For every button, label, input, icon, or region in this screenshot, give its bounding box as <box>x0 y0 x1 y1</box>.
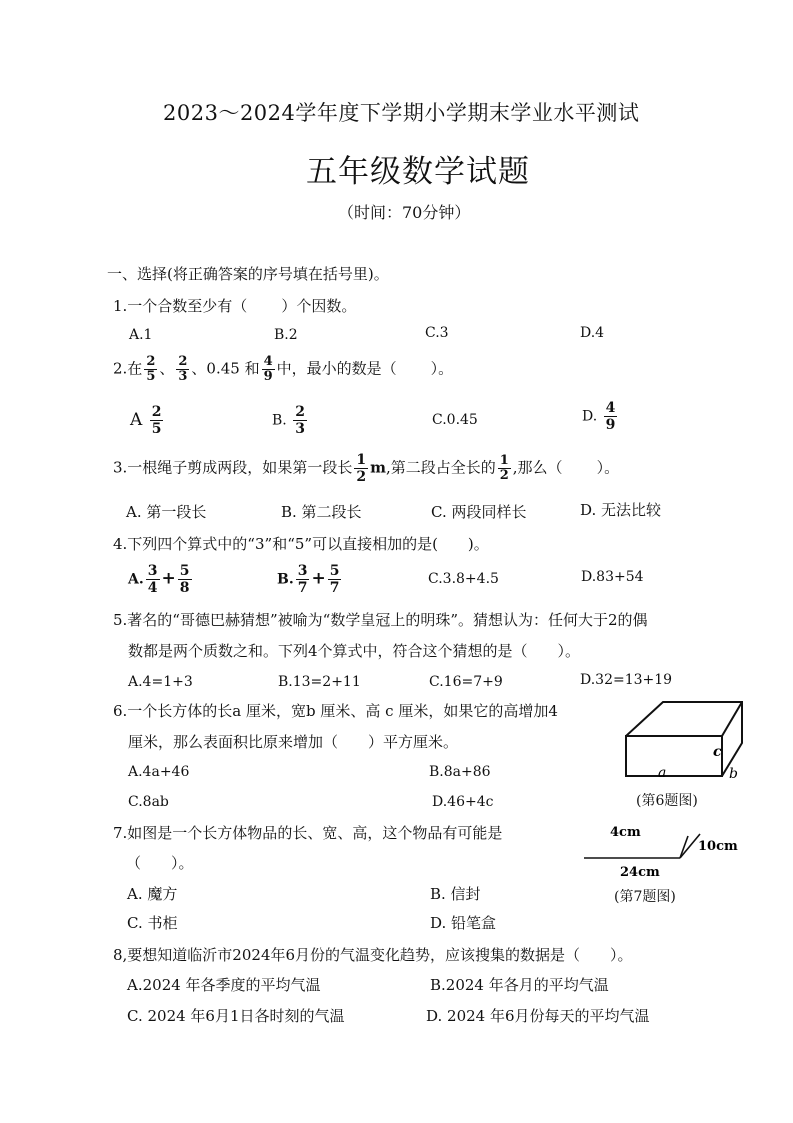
q7-option-b: B. 信封 <box>430 885 481 903</box>
q2-option-b: B. $\frac{2}{3}$ <box>272 404 305 437</box>
q8-option-c: C. 2024 年6月1日各时刻的气温 <box>127 1007 345 1025</box>
q6-option-c: C.8ab <box>128 794 169 810</box>
q1-option-d: D.4 <box>580 325 605 341</box>
question-5-line2: 数都是两个质数之和。下列4个算式中，符合这个猜想的是（ ）。 <box>128 642 581 660</box>
q3-option-b: B. 第二段长 <box>281 503 362 521</box>
q8-option-d: D. 2024 年6月份每天的平均气温 <box>426 1007 650 1025</box>
q6-option-b: B.8a+86 <box>429 764 491 780</box>
cuboid-label-a: a <box>658 765 667 781</box>
question-8: 8,要想知道临沂市2024年6月份的气温变化趋势，应该搜集的数据是（ ）。 <box>113 946 633 964</box>
q5-option-c: C.16=7+9 <box>429 674 503 690</box>
question-7-line1: 7.如图是一个长方体物品的长、宽、高，这个物品有可能是 <box>113 824 503 842</box>
question-5-line1: 5.著名的“哥德巴赫猜想”被喻为“数学皇冠上的明珠”。猜想认为：任何大于2的偶 <box>113 611 648 629</box>
fraction: $\frac{4}{9}$ <box>263 354 273 384</box>
q4-option-a: A. $\frac{3}{4}$ + $\frac{5}{8}$ <box>128 563 190 596</box>
fraction: $\frac{2}{3}$ <box>178 354 188 384</box>
q4-option-d: D.83+54 <box>581 569 644 585</box>
dimension-figure <box>580 818 750 886</box>
dimension-height: 4cm <box>610 825 641 840</box>
q1-option-c: C.3 <box>425 325 449 341</box>
dimension-width: 10cm <box>698 839 738 854</box>
q4-option-b: B. $\frac{3}{7}$ + $\frac{5}{7}$ <box>277 563 340 596</box>
q7-figure-caption: (第7题图) <box>614 889 676 905</box>
question-6-line2: 厘米，那么表面积比原来增加（ ）平方厘米。 <box>128 733 459 751</box>
q2-option-c: C.0.45 <box>432 412 478 428</box>
exam-time: （时间：70分钟） <box>338 203 471 222</box>
q7-option-a: A. 魔方 <box>127 885 178 903</box>
q2-option-a: A $\frac{2}{5}$ <box>130 404 162 437</box>
question-1: 1.一个合数至少有（ ）个因数。 <box>113 297 357 315</box>
q6-figure-caption: (第6题图) <box>636 793 698 809</box>
q2-option-d: D. $\frac{4}{9}$ <box>582 400 616 433</box>
q5-option-d: D.32=13+19 <box>580 672 673 688</box>
q1-option-a: A.1 <box>129 327 153 343</box>
exam-title: 2023～2024学年度下学期小学期末学业水平测试 <box>163 101 640 125</box>
q3-option-c: C. 两段同样长 <box>431 503 527 521</box>
q6-option-d: D.46+4c <box>432 794 494 810</box>
q5-option-a: A.4=1+3 <box>128 674 193 690</box>
q1-stem: 1.一个合数至少有（ <box>113 297 248 315</box>
section-heading: 一、选择(将正确答案的序号填在括号里)。 <box>107 265 389 283</box>
question-2: 2.在 $\frac{2}{5}$ 、 $\frac{2}{3}$ 、0.45 和 $\frac{4}{9}$ 中，最小的数是（ ）。 <box>113 354 454 384</box>
q3-option-d: D. 无法比较 <box>580 501 662 519</box>
q5-option-b: B.13=2+11 <box>278 674 361 690</box>
dimension-length: 24cm <box>620 865 660 880</box>
question-3: 3.一根绳子剪成两段，如果第一段长 $\frac{1}{2}$ m,第二段占全长的 $\frac{1}{2}$ ,那么（ ）。 <box>113 452 620 485</box>
q1-option-b: B.2 <box>274 327 298 343</box>
cuboid-figure <box>618 696 753 786</box>
exam-subtitle: 五年级数学试题 <box>306 154 530 190</box>
cuboid-label-c: c <box>713 744 722 760</box>
q7-option-d: D. 铅笔盒 <box>430 914 497 932</box>
question-6-line1: 6.一个长方体的长a 厘米，宽b 厘米、高 c 厘米，如果它的高增加4 <box>113 702 558 720</box>
q7-option-c: C. 书柜 <box>127 914 178 932</box>
cuboid-label-b: b <box>729 766 738 782</box>
q6-option-a: A.4a+46 <box>128 764 190 780</box>
q4-option-c: C.3.8+4.5 <box>428 571 499 587</box>
fraction: $\frac{2}{5}$ <box>146 354 156 384</box>
q8-option-b: B.2024 年各月的平均气温 <box>430 976 609 994</box>
q8-option-a: A.2024 年各季度的平均气温 <box>127 976 321 994</box>
question-7-line2: （ ）。 <box>126 854 194 872</box>
question-4: 4.下列四个算式中的“3”和“5”可以直接相加的是( )。 <box>113 535 489 553</box>
q3-option-a: A. 第一段长 <box>126 503 207 521</box>
